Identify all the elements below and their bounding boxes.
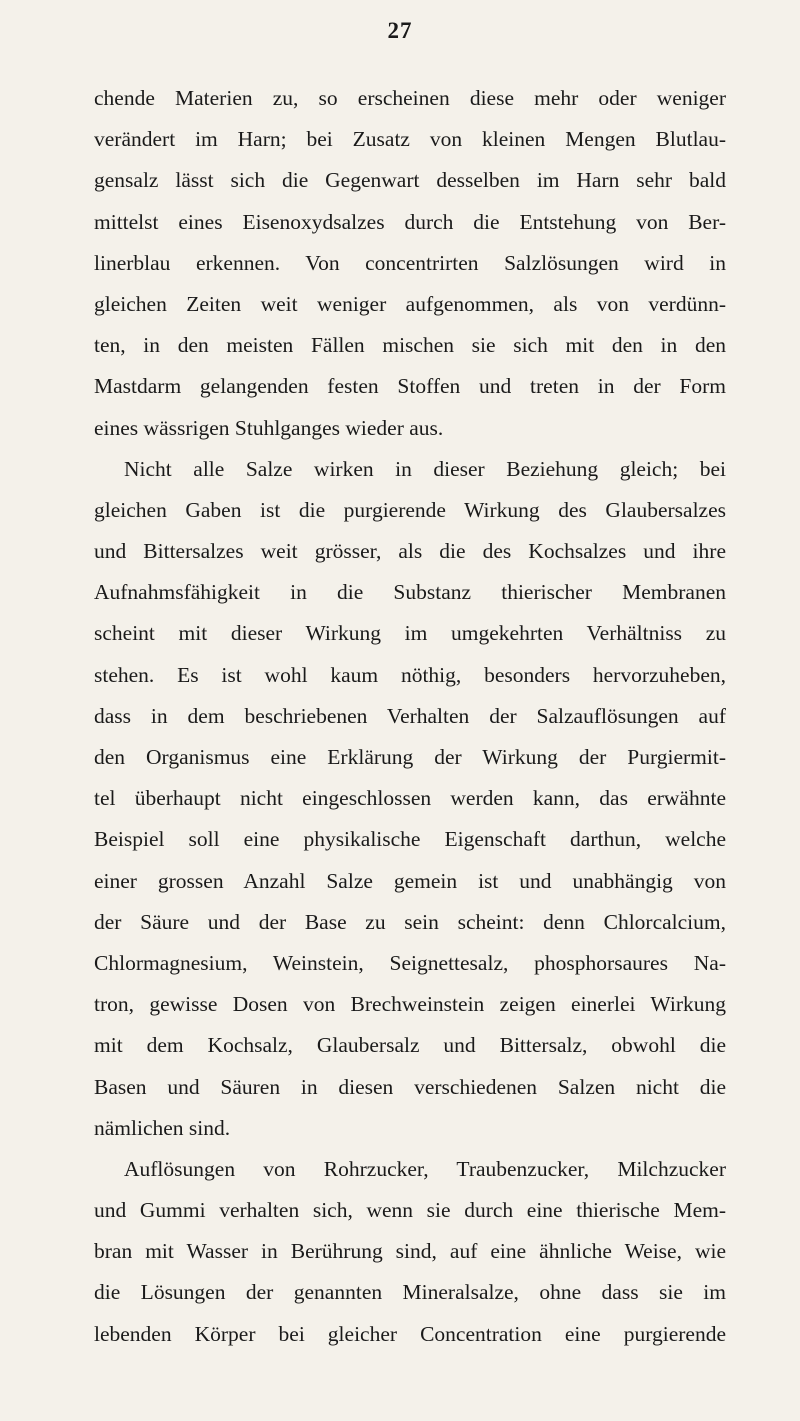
text-line: bran mit Wasser in Berührung sind, auf eine ähnliche Weise, wie (94, 1239, 726, 1264)
text-line: Nicht alle Salze wirken in dieser Beziehung gleich; bei (124, 456, 726, 481)
page-number: 27 (387, 18, 413, 43)
text-line: stehen. Es ist wohl kaum nöthig, besonders hervorzuheben, (94, 662, 726, 687)
text-line: nämlichen sind. (94, 1115, 231, 1140)
text-line: gleichen Zeiten weit weniger aufgenommen, als von verdünn- (94, 291, 726, 316)
text-line: die Lösungen der genannten Mineralsalze, ohne dass sie im (94, 1280, 726, 1305)
text-line: tron, gewisse Dosen von Brechweinstein zeigen einerlei Wirkung (94, 992, 726, 1017)
text-line: Chlormagnesium, Weinstein, Seignettesalz, phosphorsaures Na- (94, 950, 726, 975)
text-line: und Bittersalzes weit grösser, als die des Kochsalzes und ihre (94, 539, 726, 564)
text-line: chende Materien zu, so erscheinen diese mehr oder weniger (94, 86, 726, 110)
text-line: mittelst eines Eisenoxydsalzes durch die Entstehung von Ber- (94, 209, 726, 234)
text-line: verändert im Harn; bei Zusatz von kleinen Mengen Blutlau- (94, 127, 726, 152)
text-line: und Gummi verhalten sich, wenn sie durch eine thierische Mem- (94, 1198, 726, 1223)
text-line: gensalz lässt sich die Gegenwart desselben im Harn sehr bald (94, 168, 726, 193)
text-line: Basen und Säuren in diesen verschiedenen Salzen nicht die (94, 1074, 726, 1099)
text-line: Mastdarm gelangenden festen Stoffen und treten in der Form (94, 374, 726, 399)
body-text (94, 78, 726, 1355)
text-line: scheint mit dieser Wirkung im umgekehrten Verhältniss zu (94, 621, 726, 646)
text-line: eines wässrigen Stuhlganges wieder aus. (94, 415, 444, 440)
text-line: tel überhaupt nicht eingeschlossen werden kann, das erwähnte (94, 786, 726, 811)
text-line: Aufnahmsfähigkeit in die Substanz thierischer Membranen (94, 580, 726, 605)
text-line: lebenden Körper bei gleicher Concentration eine purgierende (94, 1321, 726, 1346)
text-line: linerblau erkennen. Von concentrirten Salzlösungen wird in (94, 250, 726, 275)
text-line: den Organismus eine Erklärung der Wirkung der Purgiermit- (94, 745, 726, 769)
text-line: der Säure und der Base zu sein scheint: denn Chlorcalcium, (94, 909, 726, 934)
text-line: Auflösungen von Rohrzucker, Traubenzucker, Milchzucker (124, 1156, 726, 1181)
text-line: Beispiel soll eine physikalische Eigenschaft darthun, welche (94, 827, 726, 852)
text-line: mit dem Kochsalz, Glaubersalz und Bittersalz, obwohl die (94, 1033, 726, 1058)
text-line: gleichen Gaben ist die purgierende Wirkung des Glaubersalzes (94, 497, 726, 522)
text-line: einer grossen Anzahl Salze gemein ist und unabhängig von (94, 868, 726, 893)
text-line: ten, in den meisten Fällen mischen sie sich mit den in den (94, 333, 726, 358)
text-line: dass in dem beschriebenen Verhalten der Salzauflösungen auf (94, 703, 726, 728)
